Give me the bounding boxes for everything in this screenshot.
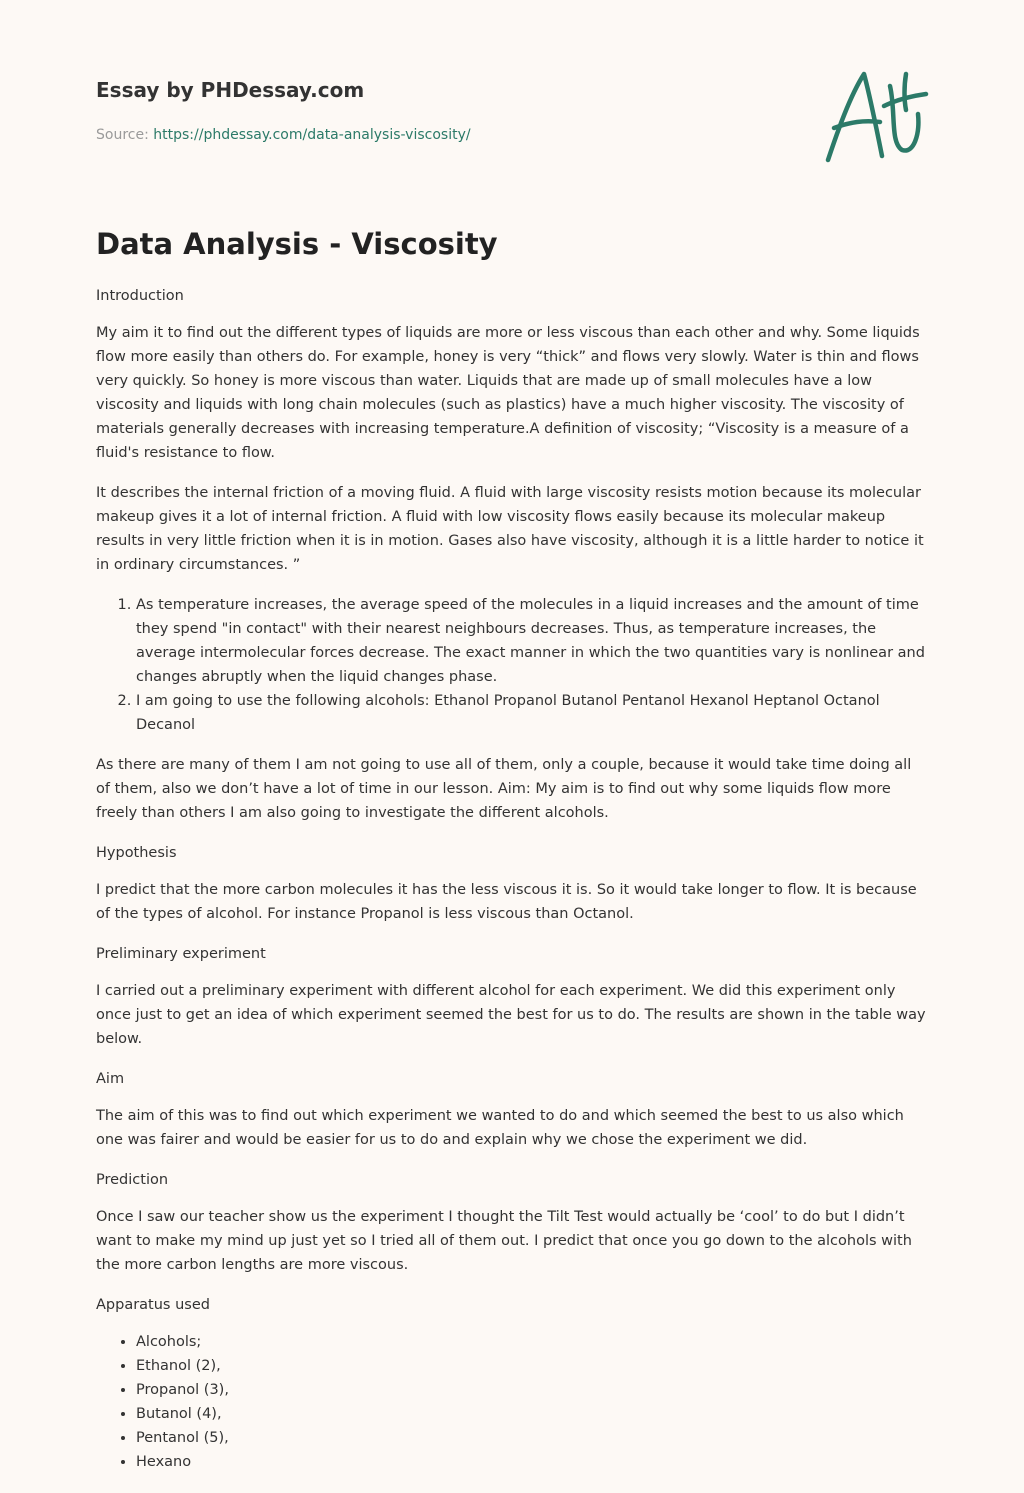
list-item: 1. As temperature increases, the average speed of the molecules in a liquid increases and the amount of time they spend "in contact" with their nearest neighbours decreases. Thus, as temperature increases, the average intermolecular forces decrease. The exact manner in which the two quantities vary is nonlinear and changes abruptly when the liquid changes phase. bbox=[136, 593, 928, 689]
section-heading-prediction: Prediction bbox=[96, 1172, 169, 1188]
list-item: • Butanol (4), bbox=[136, 1402, 928, 1426]
prediction-paragraph: Once I saw our teacher show us the experiment I thought the Tilt Test would actually be ‘cool’ to do but I didn’t want to make my mind up just yet so I tried all of them out. I predict that once you go down to the alcohols with the more carbon lengths are more viscous. bbox=[96, 1209, 912, 1273]
source-line bbox=[96, 124, 696, 146]
section-heading-aim: Aim bbox=[96, 1071, 125, 1087]
list-item: • Alcohols; bbox=[136, 1330, 928, 1354]
list-item: • Pentanol (5), bbox=[136, 1426, 928, 1450]
list-item: • Ethanol (2), bbox=[136, 1354, 928, 1378]
list-item: 2. I am going to use the following alcohols: Ethanol Propanol Butanol Pentanol Hexanol Heptanol Octanol Decanol bbox=[136, 689, 928, 737]
list-item: • Propanol (3), bbox=[136, 1378, 928, 1402]
apparatus-list bbox=[96, 1330, 928, 1474]
preliminary-paragraph: I carried out a preliminary experiment with different alcohol for each experiment. We did this experiment only once just to get an idea of which experiment seemed the best for us to do. The results are shown in the table way below. bbox=[96, 983, 926, 1047]
source-label: Source: bbox=[96, 127, 149, 143]
intro-paragraph-2: It describes the internal friction of a moving fluid. A fluid with large viscosity resists motion because its molecular makeup gives it a lot of internal friction. A fluid with low viscosity flows easily because its molecular makeup results in very little friction when it is in motion. Gases also have viscosity, although it is a little harder to notice it in ordinary circumstances. ” bbox=[96, 485, 924, 573]
section-heading-apparatus: Apparatus used bbox=[96, 1297, 210, 1313]
section-heading-preliminary: Preliminary experiment bbox=[96, 946, 266, 962]
essay-body bbox=[96, 222, 928, 1490]
section-heading-hypothesis: Hypothesis bbox=[96, 845, 177, 861]
source-link[interactable]: https://phdessay.com/data-analysis-viscosity/ bbox=[153, 127, 471, 143]
list-item: • Hexano bbox=[136, 1450, 928, 1474]
essay-title: Data Analysis - Viscosity bbox=[96, 227, 498, 261]
intro-paragraph-1: My aim it to find out the different types of liquids are more or less viscous than each other and why. Some liquids flow more easily than others do. For example, honey is very “thick” and flows very slowly. Water is thin and flows very quickly. So honey is more viscous than water. Liquids that are made up of small molecules have a low viscosity and liquids with long chain molecules (such as plastics) have a much higher viscosity. The viscosity of materials generally decreases with increasing temperature.A definition of viscosity; “Viscosity is a measure of a fluid's resistance to flow. bbox=[96, 325, 920, 461]
hypothesis-paragraph: I predict that the more carbon molecules it has the less viscous it is. So it would take longer to flow. It is because of the types of alcohol. For instance Propanol is less viscous than Octanol. bbox=[96, 882, 917, 922]
aim-paragraph: The aim of this was to find out which experiment we wanted to do and which seemed the best to us also which one was fairer and would be easier for us to do and explain why we chose the experiment we did. bbox=[96, 1108, 904, 1148]
numbered-list bbox=[96, 593, 928, 737]
site-brand: Essay by PHDessay.com bbox=[96, 78, 365, 102]
a-plus-grade-icon bbox=[820, 66, 930, 166]
essay-header bbox=[96, 74, 696, 146]
intro-paragraph-3: As there are many of them I am not going to use all of them, only a couple, because it would take time doing all of them, also we don’t have a lot of time in our lesson. Aim: My aim is to find out why some liquids flow more freely than others I am also going to investigate the different alcohols. bbox=[96, 757, 912, 821]
section-heading-introduction: Introduction bbox=[96, 288, 184, 304]
